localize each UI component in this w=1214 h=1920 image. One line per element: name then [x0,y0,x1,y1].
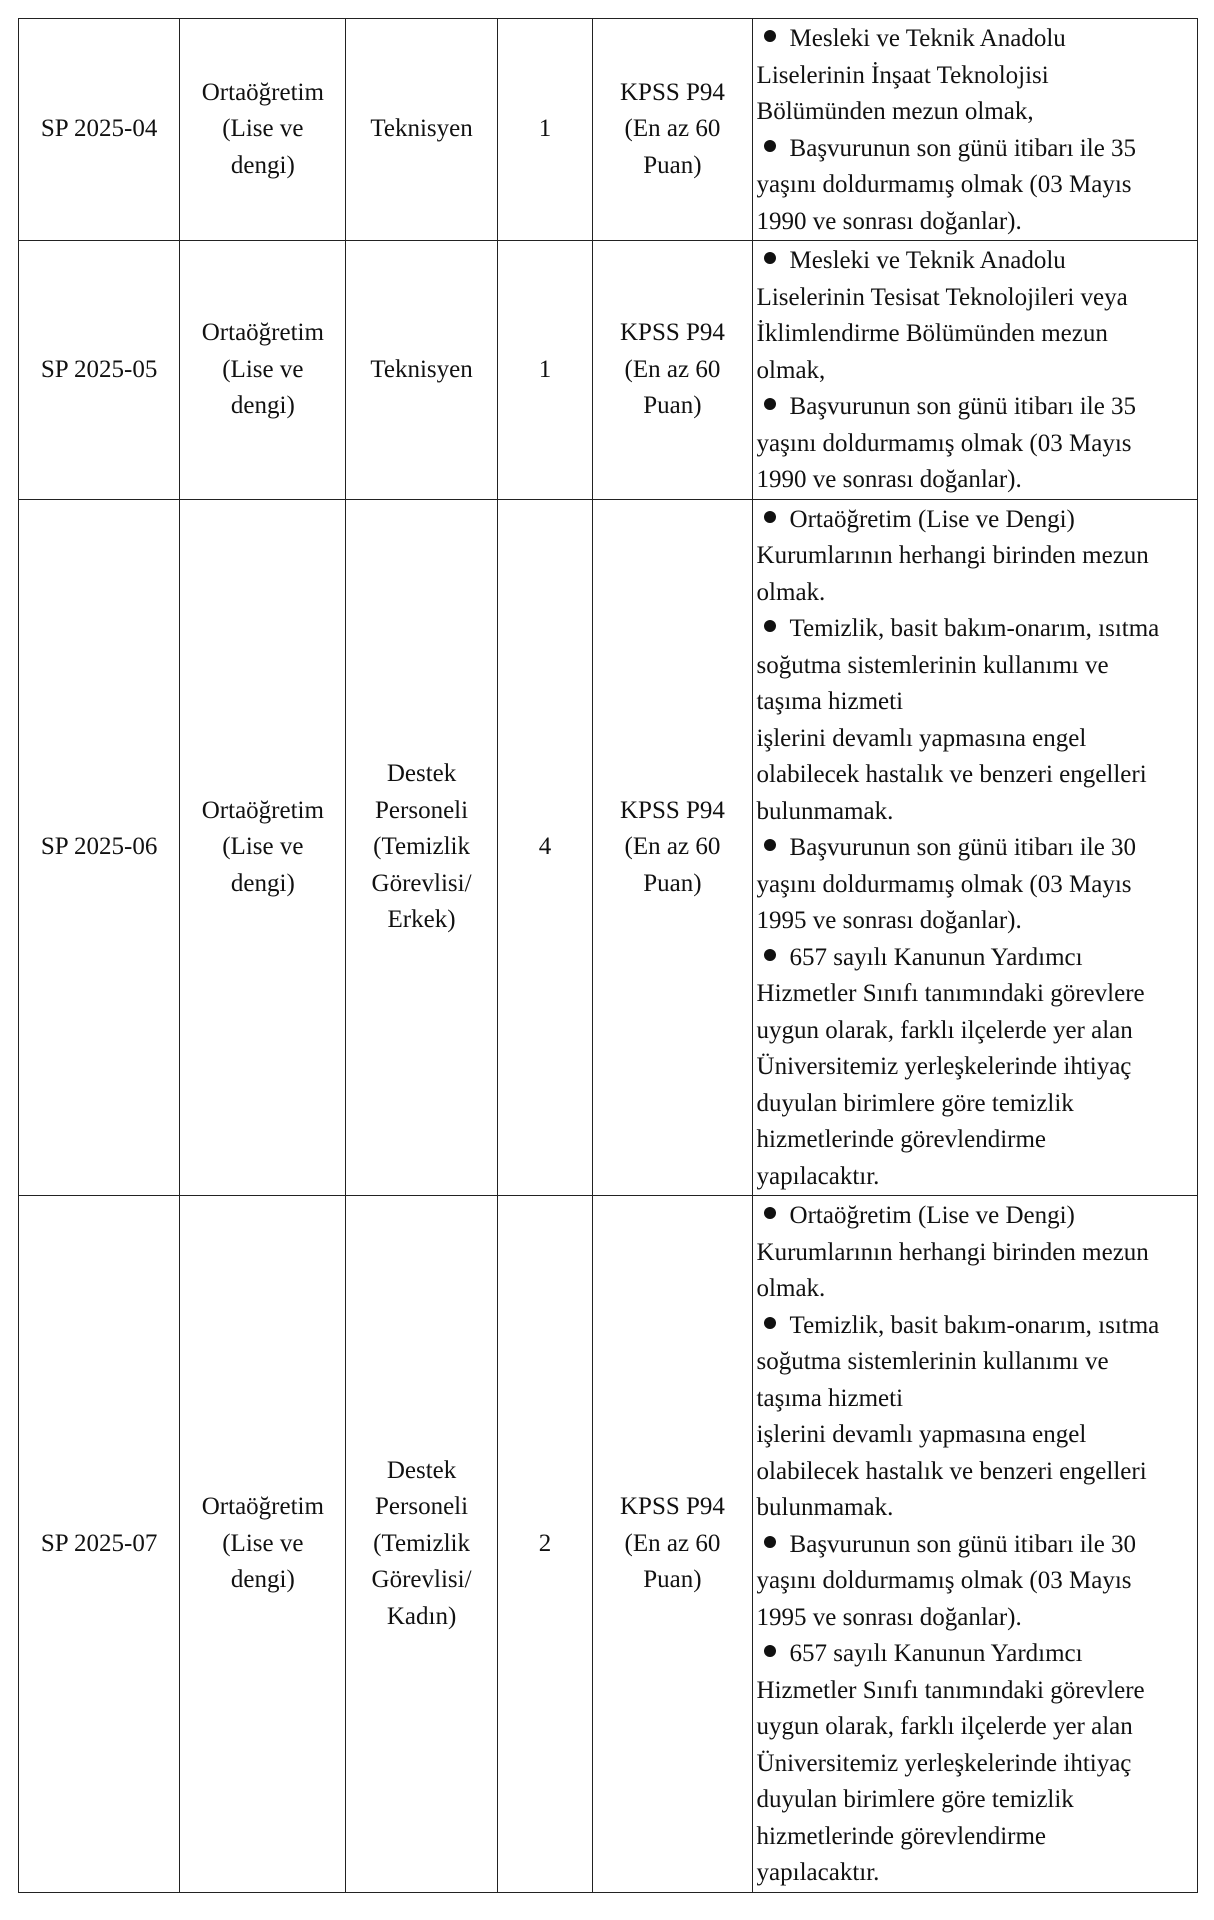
requirement-text: yapılacaktır. [756,1162,880,1190]
requirement-line [757,21,1193,58]
exam-line-group [593,1489,751,1599]
position-code: SP 2025-06 [40,833,158,860]
bullet-icon [764,620,776,632]
requirement-line [757,389,1193,426]
requirement-line [757,940,1193,977]
requirement-text: olabilecek hastalık ve benzeri engelleri [756,761,1147,788]
requirement-text: olmak, [756,356,826,384]
bullet-icon [764,949,776,961]
requirement-line [757,1563,1193,1600]
requirement-line [757,1855,1193,1892]
requirement-line [757,167,1193,204]
position-code: SP 2025-07 [40,1529,158,1557]
bullet-icon [764,140,776,152]
requirement-text: Başvurunun son günü itibarı ile 30 [789,834,1137,861]
requirements-cell [752,1196,1197,1893]
requirement-text: taşıma hizmeti [756,1384,904,1412]
requirement-text: yapılacaktır. [756,1859,880,1886]
count-cell [497,1196,593,1893]
requirement-text: Liselerinin Tesisat Teknolojileri veya [756,283,1128,311]
table-row [19,19,1198,241]
position-code-cell [19,1196,180,1893]
title-line: (Temizlik [373,833,470,860]
exam-cell [593,241,752,500]
requirement-line [757,280,1193,317]
requirement-text: Temizlik, basit bakım-onarım, ısıtma [789,615,1160,642]
requirement-line [757,1198,1193,1235]
requirement-line [757,94,1193,131]
title-line: Destek [386,1456,457,1484]
title-line: Erkek) [387,906,456,933]
exam-line: KPSS P94 [619,1493,725,1520]
requirement-line [757,903,1193,940]
requirement-line [757,794,1193,831]
requirement-text: taşıma hizmeti [756,688,904,715]
requirement-text: Hizmetler Sınıfı tanımındaki görevlere [756,1676,1145,1704]
requirement-line [757,684,1193,721]
education-cell [180,499,346,1196]
requirement-text: olabilecek hastalık ve benzeri engelleri [756,1457,1147,1485]
requirement-text: olmak. [756,578,826,606]
position-table-body [19,19,1198,1893]
requirement-line [757,1600,1193,1637]
title-cell [346,19,497,241]
requirement-text: 1990 ve sonrası doğanlar). [756,466,1022,493]
bullet-icon [764,252,776,264]
requirement-line [757,1417,1193,1454]
exam-line: KPSS P94 [619,319,725,346]
requirement-line [757,721,1193,758]
position-code: SP 2025-04 [40,115,158,143]
position-code-cell [19,19,180,241]
requirement-text: 657 sayılı Kanunun Yardımcı [789,1640,1083,1667]
requirement-line [757,575,1193,612]
title-cell [346,241,497,500]
education-line-group [180,315,345,425]
requirement-line [757,1235,1193,1272]
requirement-text: Başvurunun son günü itibarı ile 35 [789,393,1137,420]
table-row [19,241,1198,500]
bullet-icon [764,1645,776,1657]
requirement-text: Temizlik, basit bakım-onarım, ısıtma [789,1311,1160,1339]
requirement-text: Liselerinin İnşaat Teknolojisi [756,61,1049,89]
requirement-text: uygun olarak, farklı ilçelerde yer alan [756,1713,1133,1740]
exam-line: (En az 60 [624,115,721,143]
requirement-text: bulunmamak. [756,1494,894,1521]
exam-line: (En az 60 [624,355,721,383]
exam-line: KPSS P94 [619,78,725,106]
requirement-line [757,1049,1193,1086]
requirement-text: bulunmamak. [756,797,894,825]
requirement-line [757,1527,1193,1564]
bullet-icon [764,1207,776,1219]
education-line: dengi) [230,392,295,419]
education-line-group [180,793,345,903]
requirement-line [757,502,1193,539]
requirement-line [757,757,1193,794]
requirement-line [757,353,1193,390]
exam-line: Puan) [643,869,702,897]
requirement-line [757,243,1193,280]
education-line: (Lise ve [222,1529,304,1557]
education-line: (Lise ve [222,355,304,383]
requirement-text: yaşını doldurmamış olmak (03 Mayıs [756,870,1132,898]
title-cell [346,499,497,1196]
education-line: Ortaöğretim [201,1493,324,1520]
requirement-text: yaşını doldurmamış olmak (03 Mayıs [756,1567,1132,1594]
requirement-text: Üniversitemiz yerleşkelerinde ihtiyaç [756,1053,1132,1080]
requirement-text: olmak. [756,1275,826,1302]
requirement-line [757,1709,1193,1746]
requirement-text: hizmetlerinde görevlendirme [756,1126,1047,1153]
education-line: dengi) [230,869,295,897]
requirements-cell [752,499,1197,1196]
requirement-line [757,1490,1193,1527]
bullet-icon [764,839,776,851]
requirement-line [757,462,1193,499]
requirement-text: Üniversitemiz yerleşkelerinde ihtiyaç [756,1749,1132,1777]
position-code: SP 2025-05 [40,355,158,383]
requirement-text: İklimlendirme Bölümünden mezun [756,320,1108,347]
requirement-line [757,1381,1193,1418]
exam-line: (En az 60 [624,833,721,860]
requirement-line [757,830,1193,867]
requirements-cell [752,241,1197,500]
requirement-line [757,316,1193,353]
requirement-text: soğutma sistemlerinin kullanımı ve [756,651,1109,679]
requirement-line [757,1013,1193,1050]
title-cell [346,1196,497,1893]
requirement-line [757,976,1193,1013]
requirement-text: 1995 ve sonrası doğanlar). [756,1603,1022,1631]
education-cell [180,1196,346,1893]
table-row [19,1196,1198,1893]
exam-line: Puan) [643,392,702,419]
requirement-line [757,426,1193,463]
title-line-group [346,352,496,389]
requirement-text: 657 sayılı Kanunun Yardımcı [789,943,1083,971]
count-cell [497,19,593,241]
requirement-text: Kurumlarının herhangi birinden mezun [756,542,1149,569]
table-row [19,499,1198,1196]
requirement-line [757,1086,1193,1123]
education-line: Ortaöğretim [201,78,324,106]
exam-line: Puan) [643,151,702,179]
title-line-group [346,111,496,148]
requirement-text: Mesleki ve Teknik Anadolu [789,247,1066,274]
bullet-icon [764,1536,776,1548]
title-line-group [346,756,496,939]
requirement-text: 1995 ve sonrası doğanlar). [756,907,1022,934]
requirement-text: Bölümünden mezun olmak, [756,98,1034,125]
requirement-line [757,204,1193,241]
count-cell [497,241,593,500]
title-line: Görevlisi/ [371,869,472,897]
requirement-text: işlerini devamlı yapmasına engel [756,1421,1087,1448]
requirement-text: hizmetlerinde görevlendirme [756,1822,1047,1850]
requirement-text: Kurumlarının herhangi birinden mezun [756,1238,1149,1266]
position-table [18,18,1198,1893]
requirement-text: yaşını doldurmamış olmak (03 Mayıs [756,171,1132,198]
requirement-text: Başvurunun son günü itibarı ile 35 [789,134,1137,162]
requirement-text: Hizmetler Sınıfı tanımındaki görevlere [756,980,1145,1007]
exam-line: Puan) [643,1566,702,1593]
education-line: (Lise ve [222,115,304,143]
exam-line-group [593,75,751,185]
exam-cell [593,19,752,241]
requirement-line [757,1344,1193,1381]
requirement-text: Ortaöğretim (Lise ve Dengi) [789,1202,1075,1229]
education-line: dengi) [230,151,295,179]
position-count: 4 [538,833,552,860]
requirement-text: Başvurunun son günü itibarı ile 30 [789,1530,1137,1558]
exam-cell [593,1196,752,1893]
position-count: 2 [538,1529,552,1557]
requirement-text: duyulan birimlere göre temizlik [756,1786,1074,1813]
title-line: Kadın) [386,1602,457,1630]
requirement-line [757,1819,1193,1856]
education-line-group [180,1489,345,1599]
education-line: Ortaöğretim [201,319,324,346]
requirement-line [757,131,1193,168]
title-line: Görevlisi/ [371,1566,472,1593]
requirement-line [757,1636,1193,1673]
bullet-icon [764,398,776,410]
count-cell [497,499,593,1196]
requirement-line [757,1454,1193,1491]
exam-line-group [593,793,751,903]
requirement-line [757,1673,1193,1710]
education-line-group [180,75,345,185]
requirement-text: işlerini devamlı yapmasına engel [756,724,1087,752]
bullet-icon [764,30,776,42]
position-count: 1 [538,355,552,383]
requirement-line [757,648,1193,685]
position-code-cell [19,241,180,500]
requirement-text: 1990 ve sonrası doğanlar). [756,207,1022,235]
education-line: (Lise ve [222,833,304,860]
requirement-text: yaşını doldurmamış olmak (03 Mayıs [756,429,1132,457]
requirement-line [757,1271,1193,1308]
title-line: Personeli [375,1493,469,1520]
requirement-line [757,1159,1193,1196]
exam-cell [593,499,752,1196]
requirement-text: Ortaöğretim (Lise ve Dengi) [789,505,1075,533]
requirement-line [757,611,1193,648]
education-cell [180,19,346,241]
position-count: 1 [538,115,552,143]
requirement-line [757,1308,1193,1345]
requirement-line [757,538,1193,575]
requirement-text: soğutma sistemlerinin kullanımı ve [756,1348,1109,1375]
exam-line-group [593,315,751,425]
education-cell [180,241,346,500]
title-line: Teknisyen [370,115,473,143]
requirement-text: duyulan birimlere göre temizlik [756,1089,1074,1117]
requirement-line [757,58,1193,95]
education-line: dengi) [230,1566,295,1593]
exam-line: KPSS P94 [619,796,725,824]
title-line: Teknisyen [370,355,473,383]
education-line: Ortaöğretim [201,796,324,824]
title-line-group [346,1453,496,1636]
bullet-icon [764,1317,776,1329]
requirement-line [757,1746,1193,1783]
title-line: Destek [386,760,457,787]
position-code-cell [19,499,180,1196]
title-line: (Temizlik [373,1529,470,1557]
title-line: Personeli [375,796,469,824]
requirement-line [757,1122,1193,1159]
requirement-line [757,867,1193,904]
requirement-text: uygun olarak, farklı ilçelerde yer alan [756,1016,1133,1044]
requirement-text: Mesleki ve Teknik Anadolu [789,25,1066,52]
exam-line: (En az 60 [624,1529,721,1557]
bullet-icon [764,511,776,523]
requirements-cell [752,19,1197,241]
requirement-line [757,1782,1193,1819]
